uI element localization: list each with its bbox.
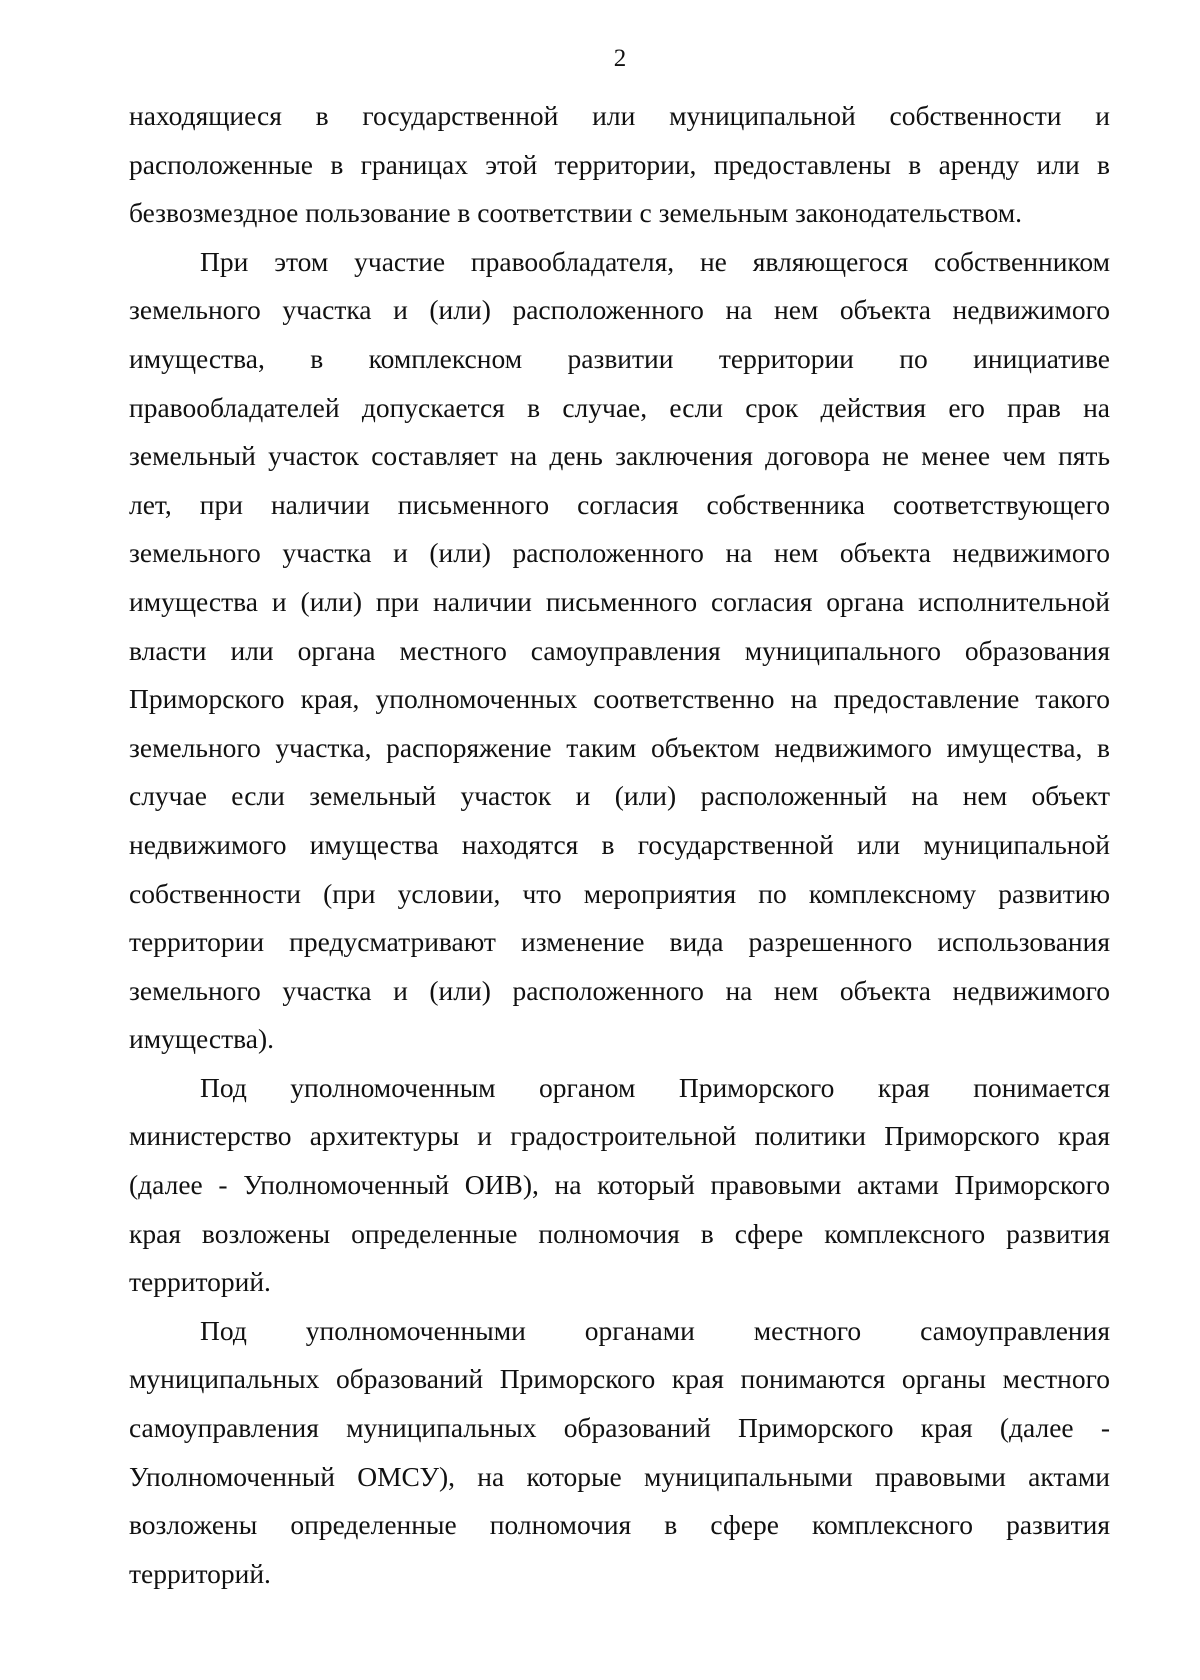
paragraph-line: Под уполномоченными органами местного самоуправления	[200, 1314, 1110, 1346]
paragraph-line: безвозмездное пользование в соответствии с земельным законодательством.	[129, 197, 1022, 229]
paragraph-line: земельного участка и (или) расположенного на нем объекта недвижимого	[129, 537, 1110, 569]
paragraph-line: собственности (при условии, что мероприятия по комплексному развитию	[129, 877, 1110, 909]
paragraph-3	[129, 1064, 1110, 1307]
paragraph-line: Приморского края, уполномоченных соответственно на предоставление такого	[129, 683, 1110, 715]
paragraph-line: лет, при наличии письменного согласия собственника соответствующего	[129, 488, 1110, 520]
paragraph-line: территорий.	[129, 1266, 271, 1298]
paragraph-4	[129, 1307, 1110, 1599]
paragraph-line: При этом участие правообладателя, не являющегося собственником	[200, 245, 1110, 277]
paragraph-line: имущества и (или) при наличии письменного согласия органа исполнительной	[129, 585, 1110, 617]
page-number: 2	[613, 45, 627, 72]
paragraph-line: министерство архитектуры и градостроительной политики Приморского края	[129, 1120, 1110, 1152]
paragraph-line: правообладателей допускается в случае, если срок действия его прав на	[129, 391, 1110, 423]
paragraph-line: расположенные в границах этой территории, предоставлены в аренду или в	[129, 148, 1110, 180]
paragraph-line: земельного участка и (или) расположенного на нем объекта недвижимого	[129, 294, 1110, 326]
paragraph-line: возложены определенные полномочия в сфере комплексного развития	[129, 1509, 1110, 1541]
paragraph-line: (далее - Уполномоченный ОИВ), на который правовыми актами Приморского	[129, 1169, 1110, 1201]
paragraph-line: имущества).	[129, 1023, 275, 1055]
paragraph-line: земельный участок составляет на день заключения договора не менее чем пять	[129, 440, 1110, 472]
paragraph-2	[129, 238, 1110, 1064]
paragraph-line: земельного участка, распоряжение таким объектом недвижимого имущества, в	[129, 731, 1110, 763]
paragraph-line: самоуправления муниципальных образований Приморского края (далее -	[129, 1412, 1110, 1444]
paragraph-line: недвижимого имущества находятся в государственной или муниципальной	[129, 828, 1110, 860]
paragraph-line: находящиеся в государственной или муниципальной собственности и	[129, 100, 1110, 131]
paragraph-1	[129, 92, 1110, 238]
paragraph-line: территории предусматривают изменение вида разрешенного использования	[129, 926, 1110, 958]
paragraph-line: муниципальных образований Приморского края понимаются органы местного	[129, 1363, 1110, 1395]
paragraph-line: Под уполномоченным органом Приморского края понимается	[200, 1071, 1110, 1103]
paragraph-line: власти или органа местного самоуправления муниципального образования	[129, 634, 1110, 666]
paragraph-line: края возложены определенные полномочия в сфере комплексного развития	[129, 1217, 1110, 1249]
document-body	[129, 92, 1110, 1598]
paragraph-line: территорий.	[129, 1557, 271, 1589]
paragraph-line: земельного участка и (или) расположенного на нем объекта недвижимого	[129, 974, 1110, 1006]
paragraph-line: Уполномоченный ОМСУ), на которые муниципальными правовыми актами	[129, 1460, 1110, 1492]
paragraph-line: случае если земельный участок и (или) расположенный на нем объект	[129, 780, 1110, 812]
paragraph-line: имущества, в комплексном развитии территории по инициативе	[129, 342, 1110, 374]
